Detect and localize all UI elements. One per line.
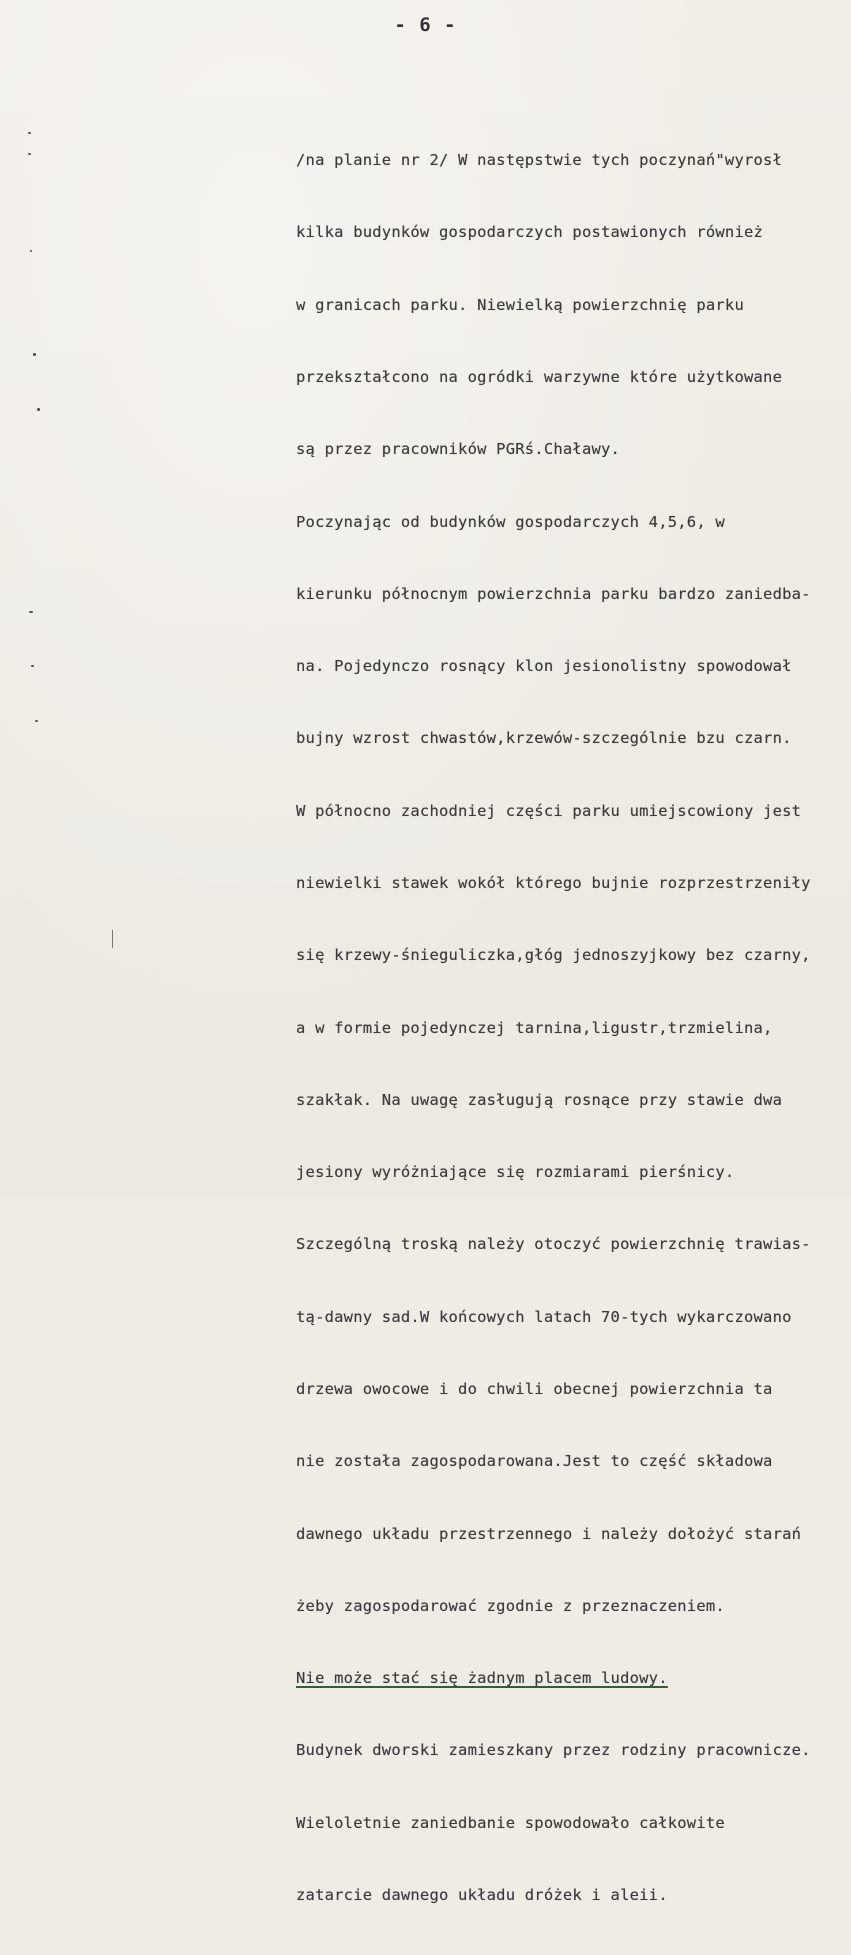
margin-mark [37,408,40,411]
text-line: Szczególną troską należy otoczyć powierzchnię trawias- [296,1235,811,1254]
margin-mark [31,665,34,667]
text-line: przekształcono na ogródki warzywne które użytkowane [296,368,783,387]
text-line: Poczynając od budynków gospodarczych 4,5,6, w [296,512,725,531]
text-line: szakłak. Na uwagę zasługują rosnące przy stawie dwa [296,1090,783,1109]
text-line: a w formie pojedynczej tarnina,ligustr,trzmielina, [296,1018,773,1037]
text-line: drzewa owocowe i do chwili obecnej powierzchnia ta [296,1379,773,1398]
text-line: w granicach parku. Niewielką powierzchnię parku [296,295,744,314]
text-line: Budynek dworski zamieszkany przez rodziny pracownicze. [296,1741,811,1760]
text-line: Wieloletnie zaniedbanie spowodowało całkowite [296,1813,725,1832]
text-line: nie została zagospodarowana.Jest to część składowa [296,1452,773,1471]
text-line: zatarcie dawnego układu dróżek i aleii. [296,1885,668,1904]
text-line: żeby zagospodarować zgodnie z przeznaczeniem. [296,1596,725,1615]
text-line: się krzewy-śnieguliczka,głóg jednoszyjkowy bez czarny, [296,946,811,965]
text-line: bujny wzrost chwastów,krzewów-szczególnie bzu czarn. [296,729,792,748]
margin-mark [33,353,36,356]
underlined-text: Nie może stać się żadnym placem ludowy. [296,1669,668,1688]
text-line: na. Pojedynczo rosnący klon jesionolistny spowodował [296,657,792,676]
margin-mark [30,250,32,252]
underlined-line [296,1666,848,1690]
pencil-mark [112,930,113,948]
text-line: kierunku północnym powierzchnia parku bardzo zaniedba- [296,584,811,603]
margin-mark [35,720,38,722]
text-line: są przez pracowników PGRś.Chaławy. [296,440,621,459]
margin-mark [28,132,31,134]
text-line: niewielki stawek wokół którego bujnie rozprzestrzeniły [296,874,811,892]
margin-mark [29,611,33,613]
text-line: kilka budynków gospodarczych postawionych również [296,223,764,242]
text-line: /na planie nr 2/ W następstwie tych poczynań"wyrosł [296,151,783,170]
margin-mark [28,153,31,155]
text-line: jesiony wyróżniające się rozmiarami pierśnicy. [296,1163,735,1182]
text-line: tą-dawny sad.W końcowych latach 70-tych wykarczowano [296,1307,792,1326]
text-line: W północno zachodniej części parku umiejscowiony jest [296,801,802,820]
typed-text [296,100,848,1955]
text-line: dawnego układu przestrzennego i należy dołożyć starań [296,1524,802,1543]
page-number: - 6 - [394,14,457,36]
